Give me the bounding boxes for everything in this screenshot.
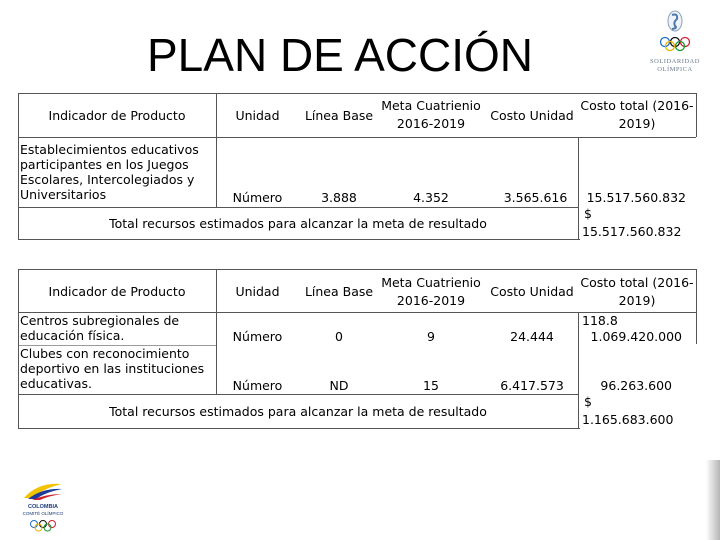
header-total-line1: Costo total (2016- (580, 98, 694, 113)
logo-org-subtitle: COMITÉ OLÍMPICO (22, 511, 64, 516)
header-target-line1: Meta Cuatrienio (381, 98, 481, 113)
header-total-line2: 2019) (618, 116, 656, 131)
colombia-olympic-logo-icon (20, 478, 66, 504)
header-unit: Unidad (235, 108, 280, 123)
header-baseline: Línea Base (304, 108, 374, 123)
row-total: 15.517.560.832 (586, 190, 686, 205)
total-currency: $ (584, 394, 592, 409)
header-total-line2: 2019) (618, 293, 656, 308)
total-value: 15.517.560.832 (582, 224, 682, 239)
total-resources-label: Total recursos estimados para alcanzar la meta de resultado (109, 216, 487, 231)
header-unit: Unidad (235, 284, 280, 299)
row-indicator: Establecimientos educativos participantes en los Juegos Escolares, Intercolegiados y Universitarios (20, 142, 199, 202)
row-baseline: 0 (335, 329, 343, 344)
total-value: 1.165.683.600 (582, 412, 674, 427)
row-target: 4.352 (413, 190, 449, 205)
row-unit-cost: 24.444 (510, 329, 554, 344)
olympic-rings-icon (20, 518, 66, 534)
row-baseline: ND (329, 378, 349, 393)
row-target: 9 (427, 329, 435, 344)
row-unit-cost: 6.417.573 (500, 378, 564, 393)
table-border (578, 312, 579, 428)
header-baseline: Línea Base (304, 284, 374, 299)
colombia-olympic-committee-logo (20, 478, 66, 536)
row-target: 15 (423, 378, 439, 393)
header-indicator: Indicador de Producto (48, 284, 186, 299)
row-baseline: 3.888 (321, 190, 357, 205)
table-border (18, 93, 696, 94)
table-border (18, 207, 578, 208)
header-target-line1: Meta Cuatrienio (381, 275, 481, 290)
row-indicator: Clubes con reconocimiento deportivo en las instituciones educativas. (20, 346, 205, 391)
solidaridad-olimpica-logo (645, 6, 705, 76)
header-unit-cost: Costo Unidad (490, 108, 574, 123)
row-unit: Número (232, 190, 283, 205)
header-target-line2: 2016-2019 (396, 293, 466, 308)
table-border (216, 93, 217, 207)
logo-org-name: COLOMBIA (28, 504, 58, 510)
row-unit: Número (232, 329, 283, 344)
table-border (696, 269, 697, 344)
row-unit-cost: 3.565.616 (503, 190, 568, 205)
row-total: 96.263.600 (600, 378, 672, 393)
olympic-rings-icon (645, 6, 705, 58)
table-border (18, 428, 580, 429)
row-indicator: Centros subregionales de educación física. (20, 313, 180, 343)
table-border (578, 137, 579, 239)
table-border (18, 239, 580, 240)
row-unit: Número (232, 378, 283, 393)
table-border (18, 269, 696, 270)
table-border (18, 394, 578, 395)
header-total-line1: Costo total (2016- (580, 275, 694, 290)
header-indicator: Indicador de Producto (48, 108, 186, 123)
row-total-line1: 118.8 (582, 313, 618, 328)
table-border (18, 137, 696, 138)
row-total-line2: 1.069.420.000 (590, 329, 682, 344)
header-target-line2: 2016-2019 (396, 116, 466, 131)
table-border (696, 93, 697, 137)
table-border (216, 269, 217, 394)
header-unit-cost: Costo Unidad (490, 284, 574, 299)
decorative-shadow (706, 460, 720, 540)
page-title: PLAN DE ACCIÓN (147, 29, 533, 81)
total-resources-label: Total recursos estimados para alcanzar la meta de resultado (109, 404, 487, 419)
total-currency: $ (584, 206, 592, 221)
logo-org-name: SOLIDARIDAD OLÍMPICA (650, 58, 700, 73)
